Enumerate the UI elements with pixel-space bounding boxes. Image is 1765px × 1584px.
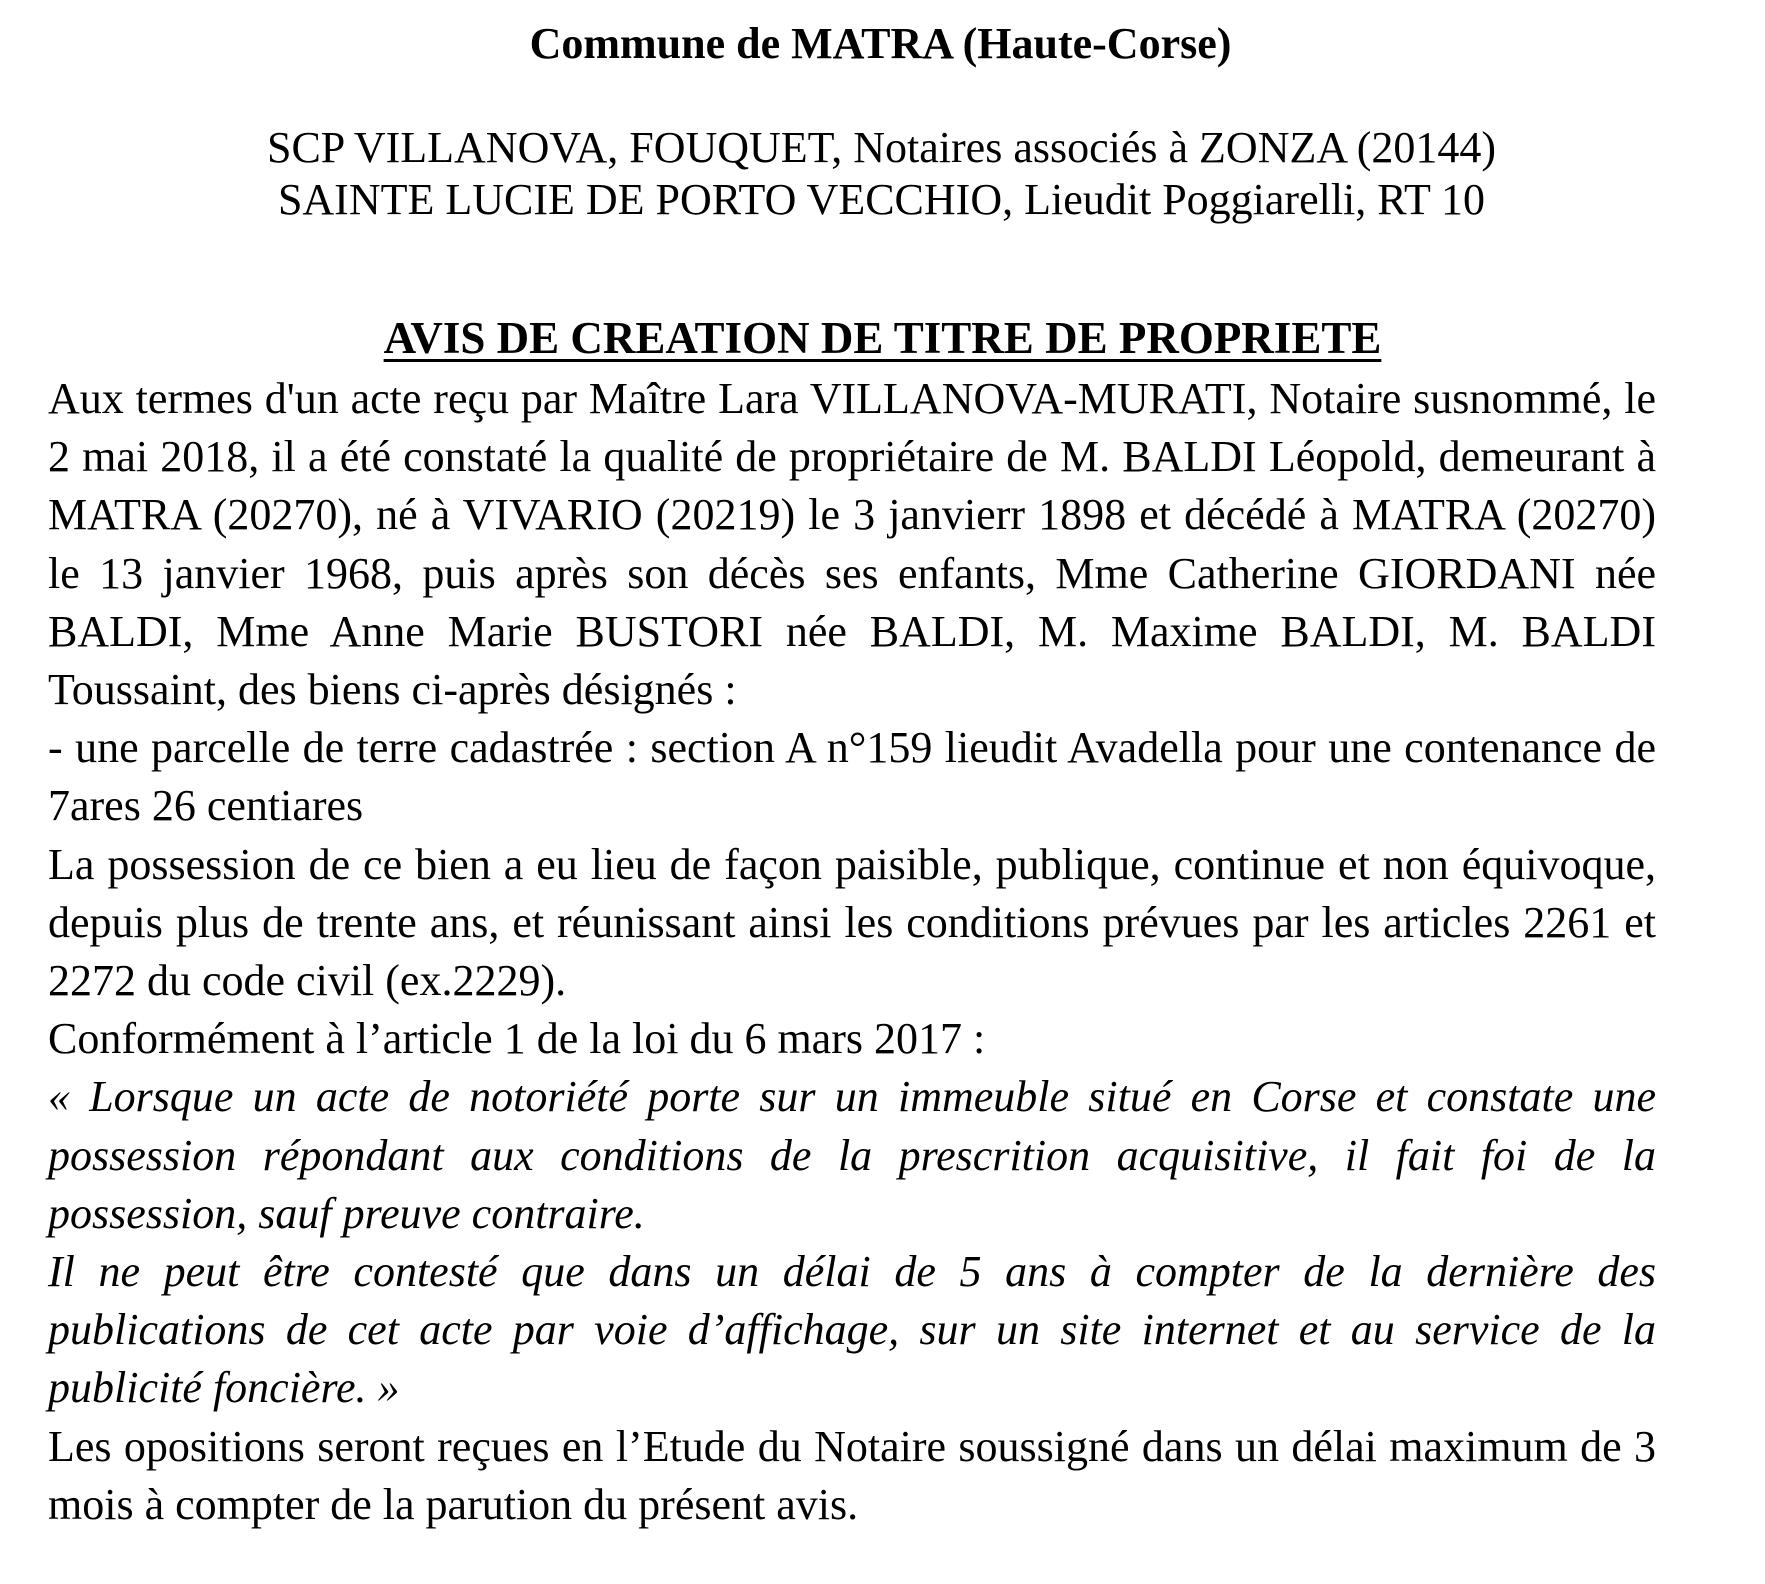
commune-heading: Commune de MATRA (Haute-Corse) — [529, 19, 1232, 68]
oppositions-paragraph: Les opositions seront reçues en l’Etude du Notaire soussigné dans un délai maximum de 3 mois à compter de la parution du présent avis. — [48, 1421, 1656, 1529]
notice-body — [48, 370, 1656, 1534]
notary-office-line-2: SAINTE LUCIE DE PORTO VECCHIO, Lieudit Poggiarelli, RT 10 — [277, 175, 1486, 224]
law-quote-paragraph-2: Il ne peut être contesté que dans un délai de 5 ans à compter de la dernière des publications de cet acte par voie d’affichage, sur un site internet et au service de la publicité foncière. » — [48, 1247, 1656, 1413]
possession-paragraph: La possession de ce bien a eu lieu de façon paisible, publique, continue et non équivoque, depuis plus de trente ans, et réunissant ainsi les conditions prévues par les articles 2261 et 2272 du code civil (ex.2229). — [48, 839, 1656, 1006]
parcel-paragraph: - une parcelle de terre cadastrée : section A n°159 lieudit Avadella pour une contenance de 7ares 26 centiares — [48, 723, 1656, 831]
law-reference-paragraph: Conformément à l’article 1 de la loi du 6 mars 2017 : — [48, 1014, 986, 1064]
deed-paragraph: Aux termes d'un acte reçu par Maître Lara VILLANOVA-MURATI, Notaire susnommé, le 2 mai 2018, il a été constaté la qualité de propriétaire de M. BALDI Léopold, demeurant à MATRA (20270), né à VIVARIO (20219) le 3 janvierr 1898 et décédé à MATRA (20270) le 13 janvier 1968, puis après son décès ses enfants, Mme Catherine GIORDANI née BALDI, Mme Anne Marie BUSTORI née BALDI, M. Maxime BALDI, M. BALDI Toussaint, des biens ci-après désignés : — [48, 374, 1656, 715]
notice-title: AVIS DE CREATION DE TITRE DE PROPRIETE — [383, 313, 1382, 363]
law-quote-paragraph-1: « Lorsque un acte de notoriété porte sur un immeuble situé en Corse et constate une possession répondant aux conditions de la prescrition acquisitive, il fait foi de la possession, sauf preuve contraire. — [48, 1072, 1656, 1238]
notary-office-line-1: SCP VILLANOVA, FOUQUET, Notaires associés à ZONZA (20144) — [266, 123, 1497, 172]
